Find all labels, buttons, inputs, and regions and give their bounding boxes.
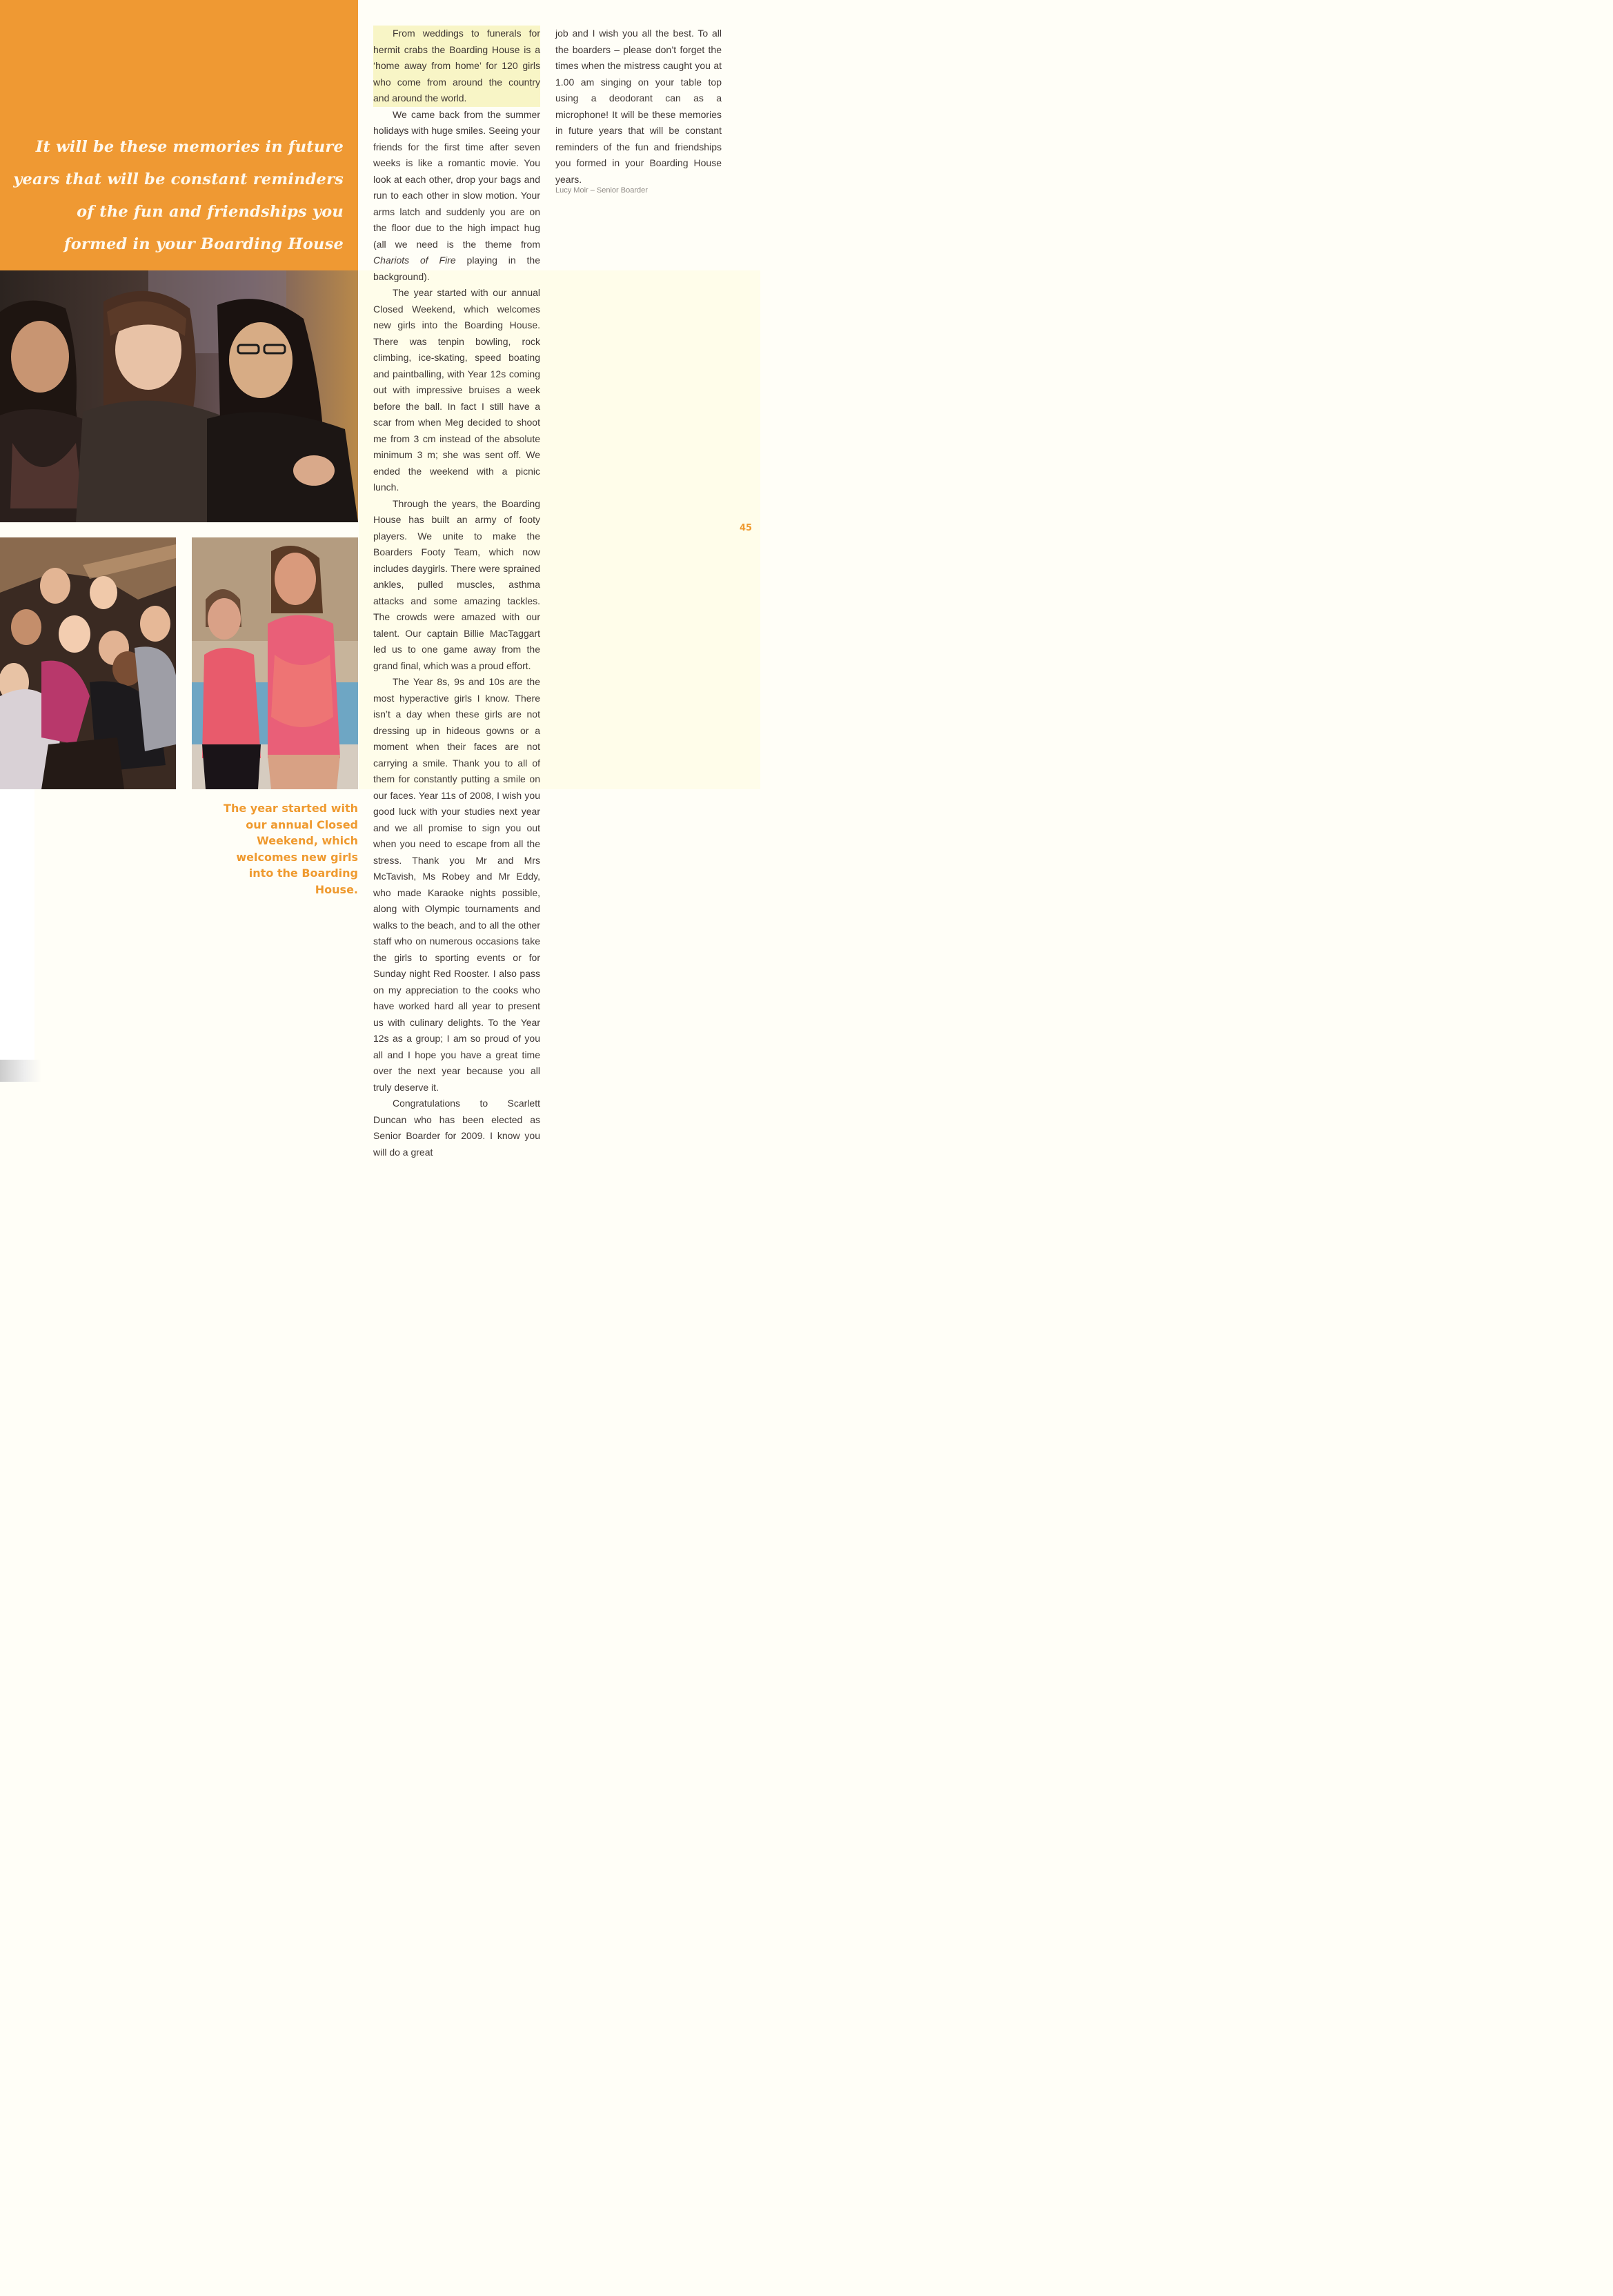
pull-quote: It will be these memories in future years that will be constant reminders of the fun and friendships you formed in your Boarding House	[13, 138, 344, 253]
article-paragraph: Through the years, the Boarding House has built an army of footy players. We unite to make the Boarders Footy Team, which now includes daygirls. There were sprained ankles, pulled muscles, asthma attacks and some amazing tackles. The crowds were amazed with our talent. Our captain Billie MacTaggart led us to one game away from the grand final, which was a proud effort.	[373, 497, 540, 671]
film-title: Chariots of Fire	[373, 255, 456, 266]
page-edge-shadow	[0, 1060, 41, 1082]
article-paragraph-text: We came back from the summer holidays with huge smiles. Seeing your friends for the first time after seven weeks is like a romantic movie. You look at each other, drop your bags and run to each other in slow motion. Your arms latch and suddenly you are on the floor due to the high impact hug (all we need is the theme from	[373, 108, 540, 250]
page-margin-strip	[0, 789, 34, 1060]
group-of-girls-photo	[0, 537, 176, 789]
photo-caption: The year started with our annual Closed Weekend, which welcomes new girls into the Boarding House.	[224, 802, 358, 896]
article-paragraph: Congratulations to Scarlett Duncan who has been elected as Senior Boarder for 2009. I know you will do a great	[373, 1098, 540, 1158]
article-paragraph: From weddings to funerals for hermit crabs the Boarding House is a ‘home away from home’ for 120 girls who come from around the country and around the world.	[373, 26, 540, 107]
three-girls-photo	[0, 270, 358, 522]
author-byline: Lucy Moir – Senior Boarder	[555, 186, 648, 195]
pull-quote-panel	[0, 0, 358, 270]
article-paragraph: The Year 8s, 9s and 10s are the most hyperactive girls I know. There isn’t a day when these girls are not dressing up in hideous gowns or a moment when their faces are not carrying a smile. Thank you to all of them for constantly putting a smile on our faces. Year 11s of 2008, I wish you good luck with your studies next year and we all promise to sign you out when you need to escape from all the stress. Thank you Mr and Mrs McTavish, Ms Robey and Mr Eddy, who made Karaoke nights possible, along with Olympic tournaments and walks to the beach, and to all the other staff who on numerous occasions take the girls to sporting events or for Sunday night Red Rooster. I also pass on my appreciation to the cooks who have worked hard all year to present us with culinary delights. To the Year 12s as a group; I am so proud of you all and I hope you have a great time over the next year because you all truly deserve it.	[373, 676, 540, 1093]
article-column-1	[373, 26, 540, 1160]
article-column-2	[555, 26, 722, 188]
swimmers-photo	[192, 537, 358, 789]
article-paragraph	[373, 107, 540, 286]
page-number: 45	[740, 523, 753, 533]
article-paragraph-text: playing in the background).	[373, 255, 540, 282]
article-paragraph: The year started with our annual Closed Weekend, which welcomes new girls into the Boarding House. There was tenpin bowling, rock climbing, ice-skating, speed boating and paintballing, with Year 12s coming out with impressive bruises a week before the ball. In fact I still have a scar from when Meg decided to shoot me from 3 cm instead of the absolute minimum 3 m; she was sent off. We ended the weekend with a picnic lunch.	[373, 287, 540, 493]
article-paragraph: job and I wish you all the best. To all the boarders – please don’t forget the times when the mistress caught you at 1.00 am singing on your table top using a deodorant can as a microphone! It will be these memories in future years that will be constant reminders of the fun and friendships you formed in your Boarding House years.	[555, 28, 722, 185]
